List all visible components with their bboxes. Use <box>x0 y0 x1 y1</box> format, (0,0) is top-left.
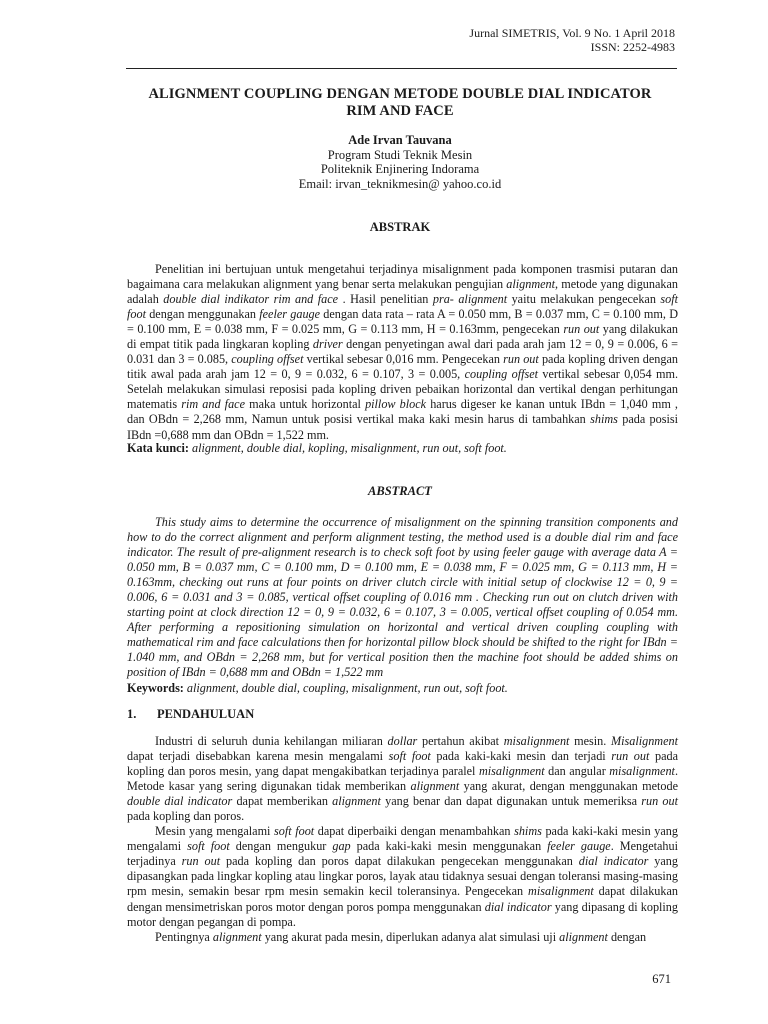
abstract-body <box>127 515 678 681</box>
italic-term: double dial indikator rim and face <box>163 292 339 307</box>
paper-title <box>110 86 690 120</box>
text-run: dapat dilakukan dengan mensimetriskan poros motor dengan poros pompa menggunakan <box>127 884 678 914</box>
keywords-label: Keywords: <box>127 681 184 695</box>
text-run: , metode yang digunakan adalah <box>127 277 678 307</box>
journal-issn: ISSN: 2252-4983 <box>590 40 675 54</box>
italic-term: misalignment <box>528 884 594 899</box>
text-run: yang dipasang di kopling motor dengan pegangan di pompa. <box>127 899 678 929</box>
italic-term: rim and face <box>181 397 245 412</box>
italic-term: pillow block <box>365 397 427 412</box>
italic-term: dollar <box>387 734 418 748</box>
text-run: . Mengetahui terjadinya <box>127 839 678 869</box>
italic-term: soft foot <box>388 749 431 764</box>
italic-term: soft foot <box>127 292 679 322</box>
text-run: Pentingnya <box>155 929 213 944</box>
abstrak-heading: ABSTRAK <box>369 220 431 234</box>
italic-term: misalignment <box>609 764 675 779</box>
abstrak-paragraph <box>127 262 678 443</box>
text-run: dapat memberikan <box>232 794 333 809</box>
kata-kunci <box>127 441 678 456</box>
italic-term: gap <box>332 839 351 854</box>
journal-header <box>469 26 675 54</box>
abstrak-body <box>127 262 678 443</box>
text-run: dengan menggunakan <box>145 307 260 322</box>
text-run: harus digeser ke kanan untuk IBdn = 1,040 mm , dan OBdn = 2,268 mm, Namun untuk posisi vertikal maka kaki mesin harus di tambahkan <box>127 397 678 427</box>
italic-term: soft foot <box>187 839 230 854</box>
italic-term: alignment <box>212 929 262 944</box>
text-run: . Hasil penelitian <box>338 292 433 307</box>
text-run: yang akurat pada mesin, diperlukan adanya alat simulasi uji <box>261 929 560 944</box>
intro-paragraph-3 <box>127 930 678 945</box>
text-run: Penelitian ini bertujuan untuk mengetahui terjadinya misalignment pada komponen trasmisi putaran dan bagaimana cara melakukan alignment yang benar serta melakukan pengujian <box>127 262 678 292</box>
text-run: vertikal sebesar 0,054 mm. Setelah melakukan simulasi reposisi pada kopling driven pebaikan horizontal dan vertikal dengan perhitungan matematis <box>127 367 678 412</box>
italic-term: misalignment <box>503 734 570 748</box>
italic-term: feeler gauge <box>547 839 611 854</box>
paper-title-line2: RIM AND FACE <box>346 103 454 119</box>
text-run: mesin. <box>569 734 611 748</box>
italic-term: run out <box>611 749 650 764</box>
kata-kunci-label: Kata kunci: <box>127 441 189 455</box>
section-heading <box>127 707 254 722</box>
italic-term: Misalignment <box>610 734 678 748</box>
page-number: 671 <box>652 972 671 986</box>
text-run: maka untuk horizontal <box>244 397 366 412</box>
italic-term: alignment <box>506 277 556 292</box>
italic-term: soft foot <box>274 824 315 839</box>
author-name: Ade Irvan Tauvana <box>348 133 452 147</box>
abstract-paragraph: This study aims to determine the occurrence of misalignment on the spinning transition components and how to do the correct alignment and perform alignment testing, the method used is a double dial rim and face indicator. The result of pre-alignment research is to check soft foot by using feeler gauge with average data A = 0.050 mm, B = 0.037 mm, C = 0.100 mm, D = 0.100 mm, E = 0.038 mm, F = 0.025 mm, G = 0.113 mm, H = 0.163mm, checking out runs at four points on driver clutch circle with initial setup of clockwise 12 = 0, 9 = 0.006, 6 = 0.031 and 3 = 0.085, vertical offset coupling of 0.016 mm . Checking run out on clutch driven with starting point at clock direction 12 = 0, 9 = 0.032, 6 = 0.107, 3 = 0.005, vertical offset coupling of 0.054 mm. After performing a repositioning simulation on horizontal and vertical driven coupling coupling with mathematical rim and face calculations then for horizontal pillow block should be shifted to the right for IBdn = 1.040 mm, and OBdn = 2,268 mm, but for vertical position then the machine foot should be added shims on position of IBdn = 0,688 mm and OBdn = 1,522 mm <box>127 515 678 680</box>
section-title: PENDAHULUAN <box>157 707 255 721</box>
italic-term: dial indicator <box>484 899 552 914</box>
italic-term: run out <box>563 322 600 337</box>
text-run: pada kopling dan poros mesin, yang dapat mengakibatkan terjadinya paralel <box>127 749 678 779</box>
text-run: dengan data rata – rata A = 0.050 mm, B = 0.037 mm, C = 0.100 mm, D = 0.100 mm, E = 0.038 mm, F = 0.025 mm, G = 0.113 mm, H = 0.163mm, pengecekan <box>127 307 678 337</box>
italic-term: feeler gauge <box>259 307 321 322</box>
italic-term: double dial indicator <box>127 794 233 809</box>
italic-term: coupling offset <box>464 367 539 382</box>
italic-term: alignment <box>332 794 381 809</box>
keywords-value: alignment, double dial, coupling, misalignment, run out, soft foot. <box>183 681 508 695</box>
journal-citation: Jurnal SIMETRIS, Vol. 9 No. 1 April 2018 <box>469 26 675 40</box>
author-department: Program Studi Teknik Mesin <box>327 147 473 162</box>
header-divider <box>126 68 677 69</box>
text-run: yang dilakukan di empat titik pada lingkaran kopling <box>127 322 678 352</box>
italic-term: pra- alignment <box>432 292 508 307</box>
author-block <box>110 133 690 191</box>
section-number: 1. <box>127 707 137 721</box>
text-run: Mesin yang mengalami <box>155 824 275 839</box>
text-run: . Metode kasar yang sering digunakan tidak memberikan <box>127 764 678 794</box>
text-run: pada kaki-kaki mesin menggunakan <box>350 839 548 854</box>
italic-term: dial indicator <box>578 854 649 869</box>
italic-term: alignment <box>559 929 608 944</box>
italic-term: run out <box>181 854 221 869</box>
text-run: pada kaki-kaki mesin dan terjadi <box>430 749 612 764</box>
text-run: dapat diperbaiki dengan menambahkan <box>314 824 515 839</box>
text-run: vertikal sebesar 0,016 mm. Pengecekan <box>303 352 504 367</box>
author-institution: Politeknik Enjinering Indorama <box>320 162 480 176</box>
kata-kunci-value: alignment, double dial, kopling, misalignment, run out, soft foot. <box>188 441 507 455</box>
keywords <box>127 681 678 696</box>
italic-term: misalignment <box>478 764 545 779</box>
text-run: dan angular <box>544 764 610 779</box>
italic-term: coupling offset <box>231 352 304 367</box>
text-run: Industri di seluruh dunia kehilangan miliaran <box>155 734 388 748</box>
text-run: dengan mengukur <box>229 839 333 854</box>
text-run: yang benar dan dapat digunakan untuk memeriksa <box>380 794 642 809</box>
text-run: yang dipasangkan pada lingkar kopling atau lingkar poros, layak atau tidaknya sesuai dengan toleransi masing-masing rpm mesin, semakin besar rpm mesin semakin kecil toleransinya. Pengecekan <box>127 854 678 899</box>
text-run: yaitu melakukan pengecekan <box>507 292 661 307</box>
italic-term: shims <box>514 824 542 839</box>
text-run: pada kopling dan poros dapat dilakukan pengecekan menggunakan <box>220 854 579 869</box>
intro-paragraph-1 <box>127 734 678 824</box>
paper-title-line1: ALIGNMENT COUPLING DENGAN METODE DOUBLE DIAL INDICATOR <box>148 86 652 102</box>
italic-term: run out <box>503 352 539 367</box>
intro-body <box>127 734 678 945</box>
text-run: pada posisi IBdn =0,688 mm dan OBdn = 1,522 mm. <box>127 412 679 442</box>
text-run: pada kaki-kaki mesin yang mengalami <box>127 824 678 854</box>
text-run: dengan penyetingan awal dari pada arah jam 12 = 0, 9 = 0.006, 6 = 0.031 dan 3 = 0.085, <box>127 337 678 367</box>
intro-paragraph-2 <box>127 824 678 929</box>
author-email: Email: irvan_teknikmesin@ yahoo.co.id <box>298 176 502 191</box>
italic-term: alignment <box>410 779 460 794</box>
text-run: pada kopling dan poros. <box>127 809 245 824</box>
italic-term: shims <box>590 412 618 427</box>
text-run: pertahun akibat <box>417 734 504 748</box>
italic-term: driver <box>312 337 343 352</box>
text-run: dengan <box>607 929 647 944</box>
italic-term: run out <box>641 794 678 809</box>
text-run: dapat terjadi disebabkan karena mesin mengalami <box>127 749 389 764</box>
text-run: yang akurat, dengan menggunakan metode <box>459 779 679 794</box>
text-run: pada kopling driven dengan titik awal pada arah jam 12 = 0, 9 = 0.032, 6 = 0.107, 3 = 0.005, <box>127 352 678 382</box>
abstract-heading: ABSTRACT <box>368 484 432 498</box>
